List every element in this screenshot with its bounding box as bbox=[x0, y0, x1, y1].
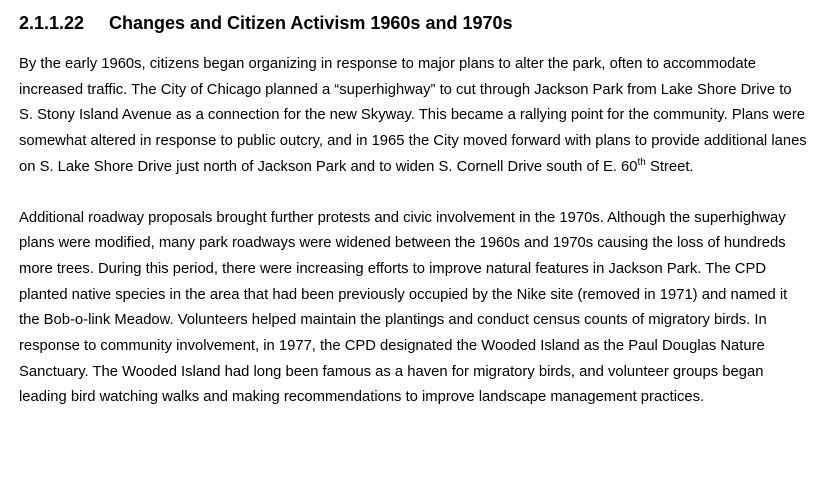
section-heading bbox=[19, 10, 809, 36]
section-title: Changes and Citizen Activism 1960s and 1970s bbox=[109, 13, 513, 33]
paragraph-1-text: By the early 1960s, citizens began organizing in response to major plans to alter the park, often to accommodate increased traffic. The City of Chicago planned a “superhighway” to cut through Jackson Park from Lake Shore Drive to S. Stony Island Avenue as a connection for the new Skyway. This became a rallying point for the community. Plans were somewhat altered in response to public outcry, and in 1965 the City moved forward with plans to provide additional lanes on S. Lake Shore Drive just north of Jackson Park and to widen S. Cornell Drive south of E. 60 bbox=[19, 56, 807, 175]
paragraph-1 bbox=[19, 52, 809, 181]
ordinal-superscript: th bbox=[637, 156, 646, 168]
paragraph-2: Additional roadway proposals brought further protests and civic involvement in the 1970s. Although the superhighway plans were modified, many park roadways were widened between the 1960s and 1970s causing the loss of hundreds more trees. During this period, there were increasing efforts to improve natural features in Jackson Park. The CPD planted native species in the area that had been previously occupied by the Nike site (removed in 1971) and named it the Bob-o-link Meadow. Volunteers helped maintain the plantings and conduct census counts of migratory birds. In response to community involvement, in 1977, the CPD designated the Wooded Island as the Paul Douglas Nature Sanctuary. The Wooded Island had long been famous as a haven for migratory birds, and volunteer groups began leading bird watching walks and making recommendations to improve landscape management practices. bbox=[19, 209, 788, 406]
paragraph-1-text-end: Street. bbox=[645, 158, 694, 175]
section-number: 2.1.1.22 bbox=[19, 13, 85, 33]
document-page bbox=[19, 10, 809, 411]
